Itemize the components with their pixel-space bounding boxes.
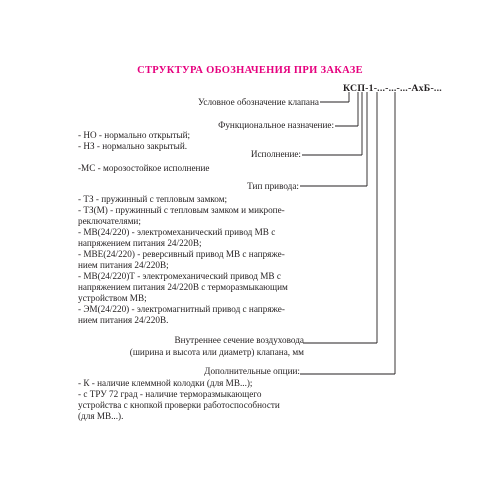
drive-label: Тип привода:	[247, 181, 299, 191]
designation-code: КСП-1-...-...-...-АхБ-...	[343, 83, 442, 94]
options-item: - с ТРУ 72 град - наличие терморазмыкающего	[78, 389, 262, 399]
drive-item: напряжением питания 24/220В;	[78, 238, 202, 248]
drive-item: - ТЗ - пружинный с тепловым замком;	[78, 194, 228, 204]
section-label-detail: (ширина и высота или диаметр) клапана, мм	[129, 347, 304, 357]
function-item: - НО - нормально открытый;	[78, 130, 191, 140]
drive-item: - МВ(24/220)Т - электромеханический привод МВ с	[78, 271, 281, 281]
drive-item: нием питания 24/220В.	[78, 315, 169, 325]
drive-item: реключателями;	[78, 216, 141, 226]
page-title: СТРУКТУРА ОБОЗНАЧЕНИЯ ПРИ ЗАКАЗЕ	[137, 65, 363, 76]
drive-item: напряжением питания 24/220В с терморазмыкающим	[78, 282, 288, 292]
options-item: (для МВ...).	[78, 411, 124, 421]
designation-label: Условное обозначение клапана	[197, 97, 319, 107]
options-item: устройства с кнопкой проверки работоспособности	[78, 400, 280, 410]
function-label: Функциональное назначение:	[218, 120, 334, 130]
version-label: Исполнение:	[250, 149, 301, 159]
options-item: - К - наличие клеммной колодки (для МВ...);	[78, 378, 253, 388]
drive-item: - ЭМ(24/220) - электромагнитный привод с напряже-	[78, 304, 285, 314]
drive-item: - МВЕ(24/220) - реверсивный привод МВ с напряже-	[78, 249, 285, 259]
function-item: - НЗ - нормально закрытый.	[78, 141, 188, 151]
drive-item: - МВ(24/220) - электромеханический привод МВ с	[78, 227, 276, 237]
options-label: Дополнительные опции:	[204, 366, 300, 376]
drive-item: - ТЗ(М) - пружинный с тепловым замком и микропе-	[78, 205, 285, 215]
drive-item: нием питания 24/220В;	[78, 260, 169, 270]
drive-item: устройством МВ;	[78, 293, 147, 303]
section-label: Внутреннее сечение воздуховода	[174, 335, 304, 345]
version-item: -МС - морозостойкое исполнение	[78, 163, 210, 173]
